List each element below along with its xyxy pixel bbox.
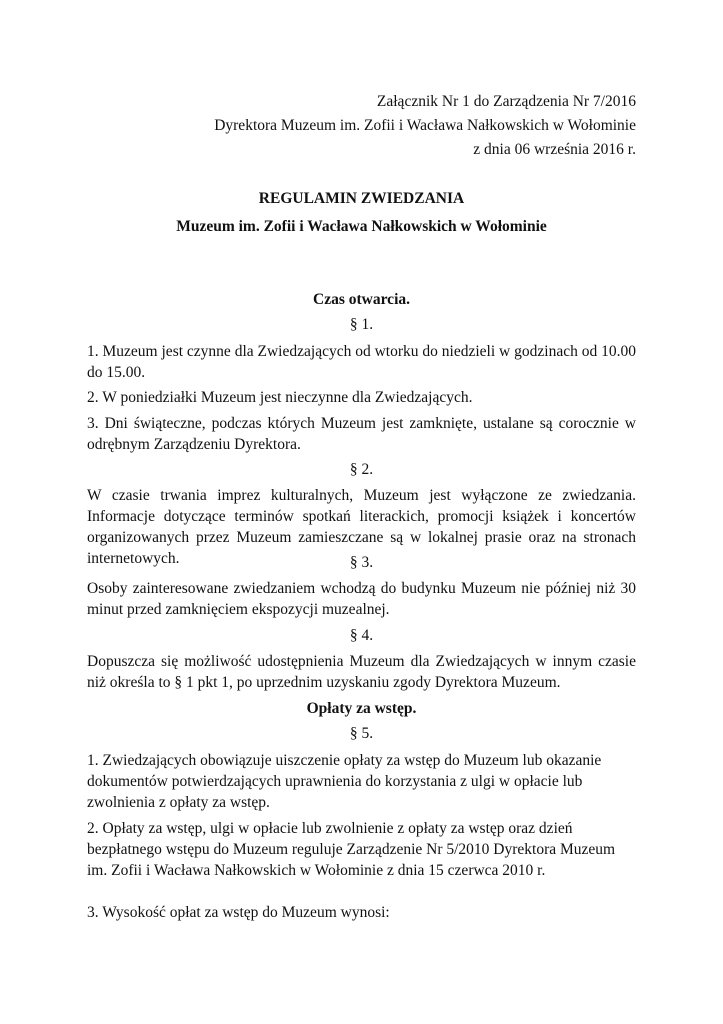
paragraph-5-item-1: 1. Zwiedzających obowiązuje uiszczenie opłaty za wstęp do Muzeum lub okazanie dokumentów potwierdzających uprawnienia do korzystania z ulgi w opłacie lub zwolnienia z opłaty za wstęp. [87,752,602,811]
paragraph-mark-3: § 3. [349,554,374,571]
paragraph-1-item-2: 2. W poniedziałki Muzeum jest nieczynne dla Zwiedzających. [87,389,473,406]
paragraph-mark-2: § 2. [349,461,374,478]
attachment-header [214,90,636,162]
paragraph-1-item-1: 1. Muzeum jest czynne dla Zwiedzających od wtorku do niedzieli w godzinach od 10.00 do 15.00. [87,343,636,381]
paragraph-mark-4: § 4. [349,627,374,644]
paragraph-5-item-2: 2. Opłaty za wstęp, ulgi w opłacie lub zwolnienie z opłaty za wstęp oraz dzień bezpłatnego wstępu do Muzeum reguluje Zarządzenie Nr 5/2010 Dyrektora Muzeum im. Zofii i Wacława Nałkowskich w Wołominie z dnia 15 czerwca 2010 r. [87,820,616,879]
header-line-2: Dyrektora Muzeum im. Zofii i Wacława Nałkowskich w Wołominie [214,117,636,134]
document-title: REGULAMIN ZWIEDZANIA [258,190,465,207]
paragraph-5-item-3: 3. Wysokość opłat za wstęp do Muzeum wynosi: [87,904,390,921]
paragraph-3-text: Osoby zainteresowane zwiedzaniem wchodzą do budynku Muzeum nie później niż 30 minut przed zamknięciem ekspozycji muzealnej. [87,580,636,618]
header-line-1: Załącznik Nr 1 do Zarządzenia Nr 7/2016 [376,93,636,110]
section-title-fees: Opłaty za wstęp. [306,700,417,717]
section-title-hours: Czas otwarcia. [313,291,410,308]
paragraph-4-text: Dopuszcza się możliwość udostępnienia Muzeum dla Zwiedzających w innym czasie niż określa to § 1 pkt 1, po uprzednim uzyskaniu zgody Dyrektora Muzeum. [87,653,636,691]
paragraph-1-item-3: 3. Dni świąteczne, podczas których Muzeum jest zamknięte, ustalane są corocznie w odrębnym Zarządzeniu Dyrektora. [87,415,636,453]
paragraph-mark-5: § 5. [349,725,374,742]
header-line-3: z dnia 06 września 2016 r. [473,141,636,158]
document-subtitle: Muzeum im. Zofii i Wacława Nałkowskich w Wołominie [176,218,547,235]
paragraph-2-text: W czasie trwania imprez kulturalnych, Muzeum jest wyłączone ze zwiedzania. Informacje dotyczące terminów spotkań literackich, promocji książek i koncertów organizowanych przez Muzeum zamieszczane są w lokalnej prasie oraz na stronach internetowych. [87,487,636,567]
paragraph-mark-1: § 1. [349,316,374,333]
